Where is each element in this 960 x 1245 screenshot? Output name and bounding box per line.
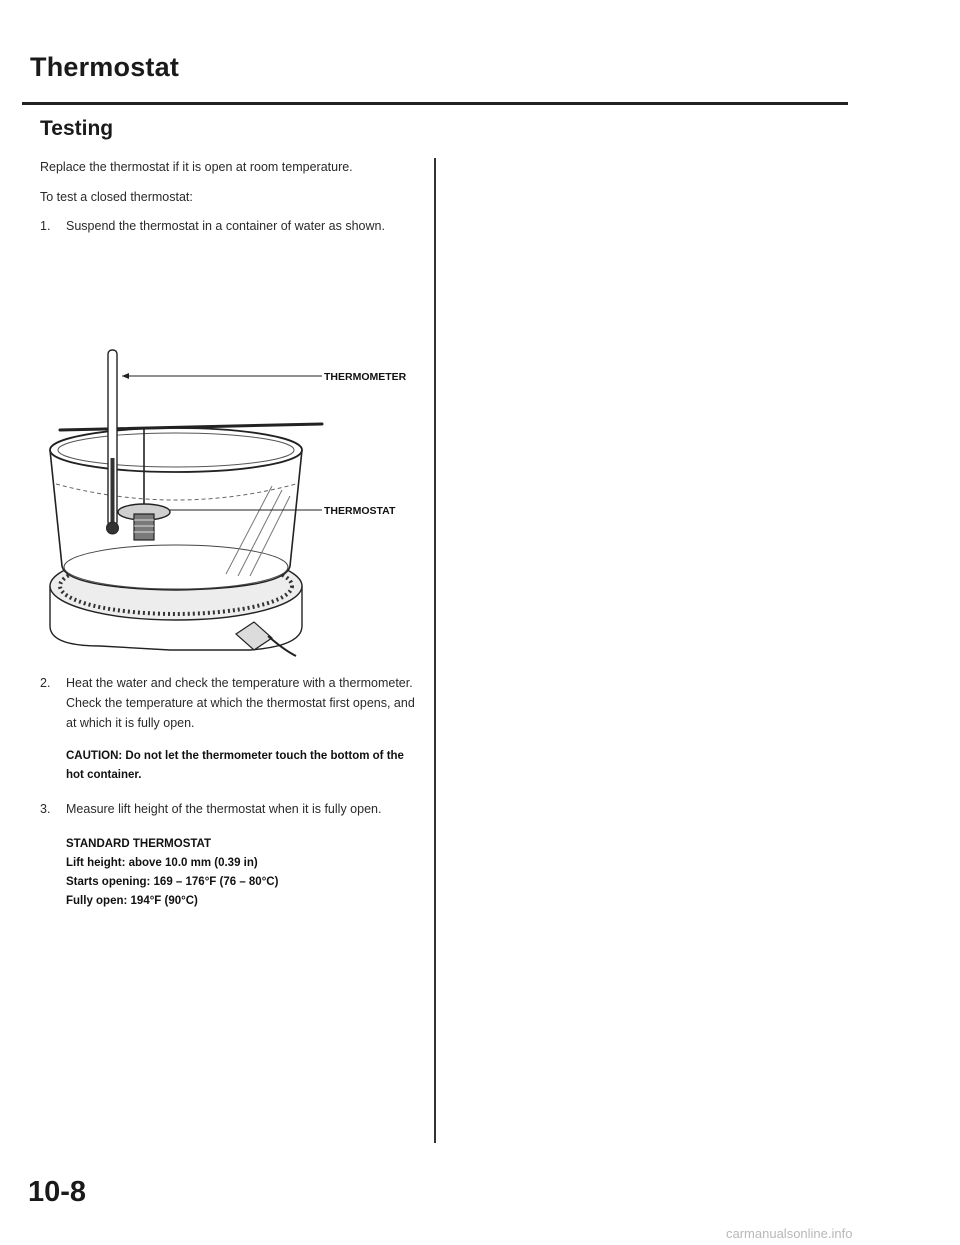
thermometer-column: [111, 458, 115, 524]
spec-row: [40, 835, 420, 911]
spec-heading: STANDARD THERMOSTAT: [66, 838, 212, 850]
column-divider: [434, 158, 436, 1143]
lead-paragraph: To test a closed thermostat:: [40, 190, 193, 204]
step-2: [40, 673, 420, 733]
intro-paragraph: Replace the thermostat if it is open at room temperature.: [40, 160, 353, 174]
spec-starts-opening: Starts opening: 169 – 176°F (76 – 80°C): [66, 876, 279, 888]
thermostat-body: [134, 514, 154, 540]
step-text: Heat the water and check the temperature with a thermometer. Check the temperature at which the thermostat first opens, and at which it is fully open.: [66, 676, 415, 730]
standard-thermostat-spec: [66, 835, 420, 911]
step-number: 2.: [40, 676, 51, 690]
spec-fully-open: Fully open: 194°F (90°C): [66, 895, 198, 907]
step-number: 1.: [40, 219, 51, 233]
caution-note: CAUTION: Do not let the thermometer touch the bottom of the hot container.: [66, 750, 404, 781]
spec-lift-height: Lift height: above 10.0 mm (0.39 in): [66, 857, 258, 869]
procedure-block: [40, 673, 420, 911]
section-title: Testing: [40, 117, 114, 140]
container-rim: [50, 428, 302, 472]
watermark: carmanualsonline.info: [726, 1226, 853, 1241]
step-number: 3.: [40, 802, 51, 816]
title-rule: [22, 102, 848, 105]
thermometer-bulb: [107, 522, 119, 534]
thermostat-label: THERMOSTAT: [324, 505, 396, 517]
page-title: Thermostat: [30, 52, 180, 82]
step-1: [40, 216, 420, 236]
thermostat-test-figure: [40, 338, 432, 660]
step-3: [40, 799, 420, 819]
step-text: Measure lift height of the thermostat when it is fully open.: [66, 802, 382, 816]
step-text: Suspend the thermostat in a container of water as shown.: [66, 219, 385, 233]
page-number: 10-8: [28, 1176, 87, 1208]
intro-block: [40, 157, 420, 236]
thermometer-label: THERMOMETER: [324, 371, 407, 383]
caution-row: [40, 747, 420, 785]
